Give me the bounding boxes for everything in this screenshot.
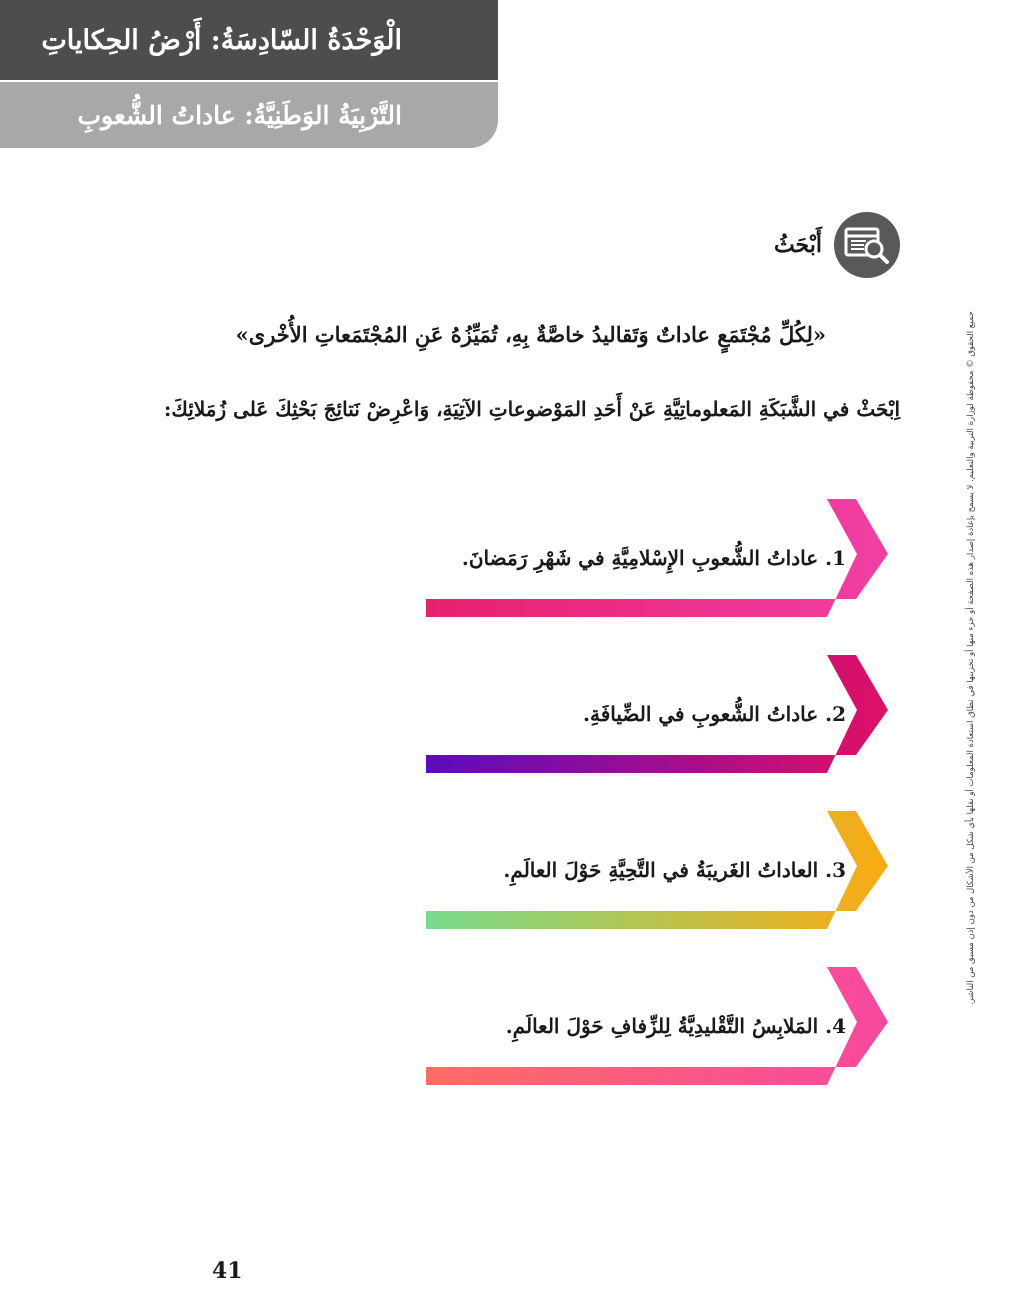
copyright-note: [962, 310, 980, 1006]
research-heading: [774, 212, 900, 278]
instruction: اِبْحَثْ في الشَّبَكَةِ المَعلوماتِيَّةِ عَنْ أَحَدِ المَوْضوعاتِ الآتِيَةِ، وَاعْرِضْ نَتائِجَ بَحْثِكَ عَلى زُمَلائِكَ:: [164, 397, 900, 421]
lesson-title: التَّرْبِيَةُ الوَطَنِيَّةُ: عاداتُ الشُّعوبِ: [0, 82, 498, 148]
topic-2-text: 2. عاداتُ الشُّعوبِ في الضِّيافَةِ.: [583, 702, 846, 726]
topic-3-text: 3. العاداتُ الغَريبَةُ في التَّحِيَّةِ حَوْلَ العالَمِ.: [503, 858, 846, 882]
topic-4-text: 4. المَلابِسُ التَّقْليدِيَّةُ لِلزِّفافِ حَوْلَ العالَمِ.: [505, 1014, 846, 1038]
topic-3: [426, 809, 890, 929]
web-search-icon: [834, 212, 900, 278]
topic-1-text: 1. عاداتُ الشُّعوبِ الإِسْلامِيَّةِ في شَهْرِ رَمَضانَ.: [461, 546, 846, 570]
topic-4: [426, 965, 890, 1085]
topic-1: [426, 497, 890, 617]
research-label: أَبْحَثُ: [773, 232, 822, 258]
unit-title: الْوَحْدَةُ السّادِسَةُ: أَرْضُ الحِكاياتِ: [0, 0, 498, 80]
copyright-text: جميع الحقوق © محفوظة لوزارة التربية والتعليم. لا يسمح بإعادة إصدار هذه الصفحة أو جزء منها أو تخزينها في نطاق استعادة المعلومات أو نقلها بأي شكل من الأشكال من دون إذن مسبق من الناشر.: [966, 310, 976, 1006]
header-tab: [0, 0, 498, 148]
quote: «لِكُلِّ مُجْتَمَعٍ عاداتٌ وَتَقاليدُ خاصَّةٌ بِهِ، تُمَيِّزُهُ عَنِ المُجْتَمَعاتِ الأُخْرى»: [235, 322, 826, 347]
topic-2: [426, 653, 890, 773]
page-number: 41: [212, 1258, 243, 1284]
